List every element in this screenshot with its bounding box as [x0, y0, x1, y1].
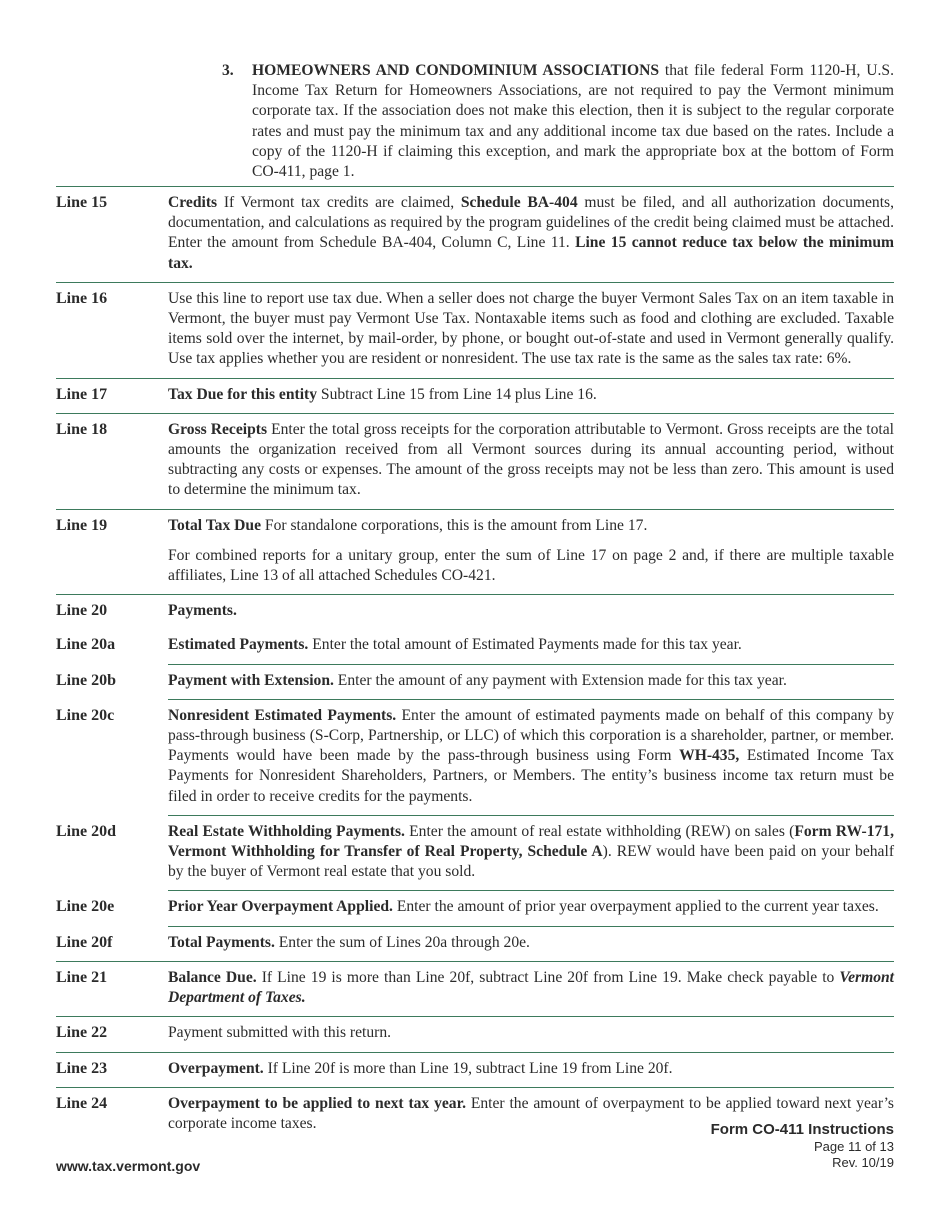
- line-body: For standalone corporations, this is the amount from Line 17.: [261, 516, 648, 534]
- line-title: Balance Due.: [168, 968, 257, 986]
- line-label: Line 22: [56, 1024, 108, 1042]
- schedule-ref: Schedule BA-404: [460, 194, 578, 211]
- line-20c-text: [168, 706, 894, 807]
- line-label: Line 20a: [56, 636, 116, 654]
- line-23-row: [56, 1052, 894, 1087]
- line-label: Line 19: [56, 516, 108, 534]
- line-label: Line 15: [56, 194, 108, 211]
- line-20e-text: [168, 897, 894, 917]
- line-label: Line 20c: [56, 706, 115, 724]
- line-20f-text: [168, 933, 894, 953]
- line-label: Line 20: [56, 602, 108, 620]
- line-18-text: [168, 420, 894, 501]
- line-title: Total Tax Due: [168, 516, 262, 534]
- line-note: Line 15 cannot reduce tax below the minimum tax.: [168, 234, 894, 272]
- line-label: Line 24: [56, 1094, 108, 1112]
- line-body: Enter the amount of estimated payments made on behalf of this company by pass-through business (S-Corp, Partnership, or LLC) of which this corporation is a shareholder, partner, or member. Payments would have been made by the pass-through business using Form: [168, 706, 894, 765]
- page-footer-info: [711, 1121, 894, 1171]
- line-title: Tax Due for this entity: [168, 385, 318, 403]
- item-3-homeowners-associations: [222, 61, 894, 182]
- line-title: Payments.: [168, 602, 237, 620]
- line-label: Line 20e: [56, 898, 115, 916]
- line-title: Credits: [168, 194, 218, 211]
- revision: Rev. 10/19: [832, 1155, 894, 1170]
- line-body: Subtract Line 15 from Line 14 plus Line 16.: [317, 385, 597, 403]
- line-22-row: [56, 1016, 894, 1051]
- line-body: Enter the amount of prior year overpayment applied to the current year taxes.: [392, 898, 879, 916]
- line-title: Real Estate Withholding Payments.: [168, 822, 405, 840]
- line-title: Total Payments.: [168, 933, 275, 951]
- line-label: Line 18: [56, 420, 108, 438]
- line-20e-row: [56, 890, 894, 925]
- line-20b-row: [56, 664, 894, 699]
- form-title: Form CO-411 Instructions: [710, 1121, 894, 1138]
- line-21-row: [56, 961, 894, 1016]
- line-label: Line 16: [56, 289, 108, 307]
- line-17-text: [168, 385, 894, 405]
- line-title: Payment with Extension.: [168, 671, 334, 689]
- line-body: Estimated Income Tax Payments for Nonresident Shareholders, Partners, or Members. The entity’s business income tax return must be filed in order to receive credits for the payments.: [168, 747, 894, 805]
- payee-name: Vermont Department of Taxes.: [168, 968, 894, 1007]
- line-16-text: Use this line to report use tax due. When a seller does not charge the buyer Vermont Sales Tax on an item taxable in Vermont, the buyer must pay Vermont Use Tax. Nontaxable items such as food and clothing are excluded. Taxable items sold over the internet, by mail-order, by phone, or bought out-of-state and used in Vermont generally qualify. Use tax applies whether you are resident or nonresident. The use tax rate is the same as the sales tax rate: 6%.: [168, 289, 894, 368]
- line-title: Gross Receipts: [168, 420, 268, 438]
- line-title: Nonresident Estimated Payments.: [168, 706, 397, 724]
- line-20d-text: [168, 822, 894, 883]
- line-15-text: [168, 193, 894, 274]
- line-instructions: [56, 186, 894, 1138]
- line-18-row: [56, 413, 894, 509]
- line-body: must be filed, and all authorization documents, documentation, and calculations as required by the program guidelines of the credit being claimed must be attached. Enter the amount from Schedule BA-404, Column C, Line 11.: [168, 194, 895, 252]
- line-label: Line 20b: [56, 671, 117, 689]
- line-title: Overpayment.: [168, 1059, 264, 1077]
- line-body: Enter the amount of any payment with Extension made for this tax year.: [333, 671, 787, 689]
- line-19-combined-note: For combined reports for a unitary group, enter the sum of Line 17 on page 2 and, if there are multiple taxable affiliates, Line 13 of all attached Schedules CO-421.: [168, 546, 894, 585]
- line-label: Line 20f: [56, 933, 113, 951]
- item-3-body: that file federal Form 1120-H, U.S. Income Tax Return for Homeowners Associations, are not required to pay the Vermont minimum corporate tax. If the association does not make this election, then it is subject to the regular corporate rates and must pay the minimum tax and any additional income tax due based on the rates. Include a copy of the 1120-H if claiming this exception, and mark the appropriate box at the bottom of Form CO-411, page 1.: [252, 62, 894, 181]
- line-20a-text: [168, 635, 894, 655]
- form-ref: Form RW-171, Vermont Withholding for Transfer of Real Property, Schedule A: [168, 822, 894, 861]
- line-body: Enter the amount of overpayment to be applied toward next year’s corporate income taxes.: [168, 1094, 894, 1132]
- line-20c-row: [56, 699, 894, 815]
- line-label: Line 23: [56, 1059, 108, 1077]
- line-label: Line 21: [56, 968, 108, 986]
- line-20-text: [168, 601, 894, 621]
- line-body: ). REW would have been paid on your behalf by the buyer of Vermont real estate that you sold.: [168, 843, 895, 881]
- line-16-row: [56, 282, 894, 378]
- line-21-text: [168, 968, 894, 1008]
- item-number: 3.: [222, 62, 234, 79]
- line-title: Prior Year Overpayment Applied.: [168, 898, 393, 916]
- line-23-text: [168, 1059, 894, 1079]
- line-20f-row: [56, 926, 894, 961]
- line-body: Enter the sum of Lines 20a through 20e.: [274, 933, 530, 951]
- line-body: If Line 19 is more than Line 20f, subtract Line 20f from Line 19. Make check payable to: [256, 968, 840, 986]
- line-22-text: Payment submitted with this return.: [168, 1024, 392, 1042]
- line-15-row: [56, 186, 894, 282]
- line-label: Line 17: [56, 385, 108, 403]
- line-17-row: [56, 378, 894, 413]
- item-3-heading: HOMEOWNERS AND CONDOMINIUM ASSOCIATIONS: [252, 62, 660, 79]
- line-title: Overpayment to be applied to next tax year.: [168, 1094, 466, 1112]
- line-20-row: [56, 594, 894, 629]
- item-3-text: [252, 61, 894, 182]
- form-ref: WH-435,: [679, 747, 740, 765]
- website-link[interactable]: www.tax.vermont.gov: [56, 1158, 201, 1174]
- line-19-text: [168, 516, 894, 587]
- line-19-row: [56, 509, 894, 595]
- line-20a-row: [56, 629, 894, 663]
- line-title: Estimated Payments.: [168, 636, 309, 654]
- line-body: If Line 20f is more than Line 19, subtract Line 19 from Line 20f.: [263, 1059, 673, 1077]
- line-20d-row: [56, 815, 895, 891]
- line-body: Enter the total gross receipts for the corporation attributable to Vermont. Gross receipts are the total amounts the organization received from all Vermont sources during its annual accounting period, without subtracting any costs or expenses. The amount of the gross receipts may not be less than zero. This amount is used to determine the minimum tax.: [168, 420, 894, 499]
- line-body: Enter the amount of real estate withholding (REW) on sales (: [404, 822, 795, 840]
- page-number: Page 11 of 13: [814, 1139, 894, 1154]
- line-20b-text: [168, 671, 894, 691]
- line-body: Enter the total amount of Estimated Payments made for this tax year.: [308, 636, 742, 654]
- line-label: Line 20d: [56, 822, 117, 840]
- line-body: If Vermont tax credits are claimed,: [217, 194, 461, 211]
